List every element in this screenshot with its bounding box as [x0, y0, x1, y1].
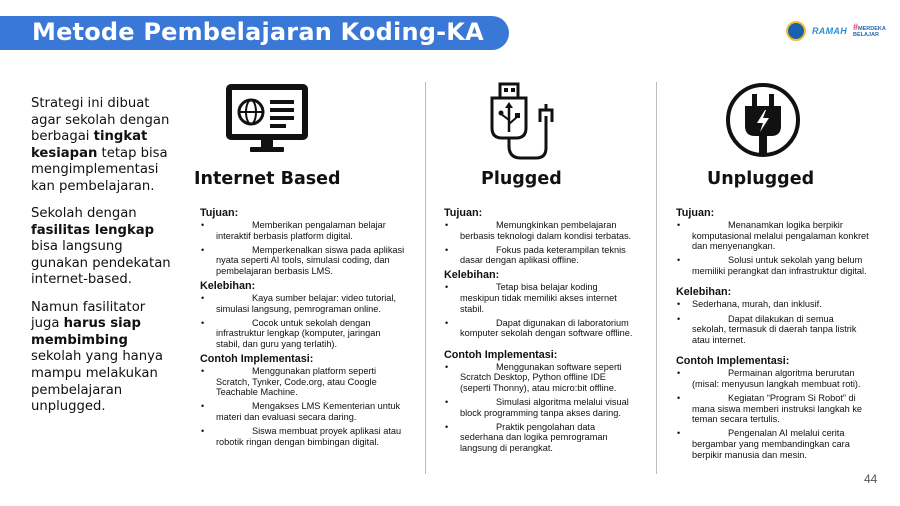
- slide-title: Metode Pembelajaran Koding-KA: [32, 18, 484, 46]
- section-title: Kelebihan:: [444, 269, 500, 282]
- section-title: Tujuan:: [200, 207, 239, 219]
- section-title: Tujuan:: [444, 207, 483, 219]
- unplugged-plug-icon: [725, 82, 801, 158]
- list-item: • Siswa membuat proyek aplikasi atau robotik ringan dengan bimbingan digital.: [200, 426, 405, 447]
- column-internet-based: [200, 205, 405, 451]
- intro-paragraph-3: Namun fasilitator juga harus siap membimbing sekolah yang hanya mampu melakukan pembelajaran unplugged.: [31, 299, 164, 415]
- column-divider: [656, 82, 657, 474]
- list-item: • Tetap bisa belajar koding meskipun tidak memiliki akses internet stabil.: [444, 282, 638, 314]
- intro-text: [31, 96, 171, 426]
- section-title: Contoh Implementasi:: [444, 348, 558, 361]
- section-title: Kelebihan:: [676, 286, 732, 299]
- list-item: • Pengenalan AI melalui cerita bergambar yang membandingkan cara berpikir manusia dan mesin.: [676, 428, 870, 460]
- list-item: • Memungkinkan pembelajaran berbasis teknologi dalam kondisi terbatas.: [444, 220, 638, 241]
- logo-group: [786, 20, 889, 42]
- kemendikbud-emblem-icon: [786, 21, 806, 41]
- ramah-logo: RAMAH: [812, 26, 847, 36]
- column-heading-unplugged: Unplugged: [707, 169, 815, 189]
- list-item: • Dapat digunakan di laboratorium komputer sekolah dengan software offline.: [444, 318, 638, 339]
- list-item: • Mengakses LMS Kementerian untuk materi dan evaluasi secara daring.: [200, 401, 405, 422]
- section-title: Contoh Implementasi:: [676, 355, 790, 368]
- page-number: 44: [864, 472, 878, 486]
- list-item: • Kegiatan “Program Si Robot” di mana siswa memberi instruksi langkah ke teman secara tertulis.: [676, 393, 870, 425]
- column-heading-plugged: Plugged: [481, 169, 562, 189]
- list-item: • Cocok untuk sekolah dengan infrastruktur lengkap (komputer, jaringan stabil, dan guru yang terlatih).: [200, 318, 405, 350]
- list-item: • Menanamkan logika berpikir komputasional melalui pengalaman konkret dan menyenangkan.: [676, 220, 870, 252]
- list-item: • Permainan algoritma berurutan (misal: menyusun langkah membuat roti).: [676, 368, 870, 389]
- merdeka-belajar-logo: #MERDEKA BELAJAR: [853, 22, 886, 38]
- section-title: Kelebihan:: [200, 279, 256, 292]
- column-divider: [425, 82, 426, 474]
- title-bar: [0, 16, 509, 50]
- list-item: • Solusi untuk sekolah yang belum memiliki perangkat dan infrastruktur digital.: [676, 255, 870, 276]
- intro-paragraph-2: Sekolah dengan fasilitas lengkap bisa langsung gunakan pendekatan internet-based.: [31, 206, 171, 288]
- list-item: • Kaya sumber belajar: video tutorial, simulasi langsung, pemrograman online.: [200, 293, 405, 314]
- column-heading-internet-based: Internet Based: [194, 169, 341, 189]
- list-item: • Praktik pengolahan data sederhana dan logika pemrograman langsung di perangkat.: [444, 422, 638, 454]
- intro-paragraph-1: Strategi ini dibuat agar sekolah dengan berbagai tingkat kesiapan tetap bisa mengimplementasi kan pembelajaran.: [31, 96, 170, 194]
- computer-monitor-icon: [224, 82, 310, 154]
- list-item: • Simulasi algoritma melalui visual block programming tanpa akses daring.: [444, 397, 638, 418]
- list-item: • Dapat dilakukan di semua sekolah, termasuk di daerah tanpa listrik atau internet.: [676, 314, 870, 346]
- column-unplugged: [676, 205, 870, 464]
- list-item: • Memberikan pengalaman belajar interaktif berbasis platform digital.: [200, 220, 405, 241]
- list-item: • Memperkenalkan siswa pada aplikasi nyata seperti AI tools, simulasi coding, dan pembelajaran berbasis LMS.: [200, 245, 405, 277]
- usb-cable-icon: [488, 82, 560, 162]
- column-plugged: [444, 205, 638, 457]
- section-title: Contoh Implementasi:: [200, 352, 314, 365]
- list-item: • Menggunakan platform seperti Scratch, Tynker, Code.org, atau Coogle Teachable Machine.: [200, 366, 405, 398]
- section-title: Tujuan:: [676, 207, 715, 219]
- list-item: • Sederhana, murah, dan inklusif.: [676, 299, 870, 310]
- list-item: • Menggunakan software seperti Scratch Desktop, Python offline IDE (seperti Thonny), atau micro:bit offline.: [444, 362, 638, 394]
- list-item: • Fokus pada keterampilan teknis dasar dengan aplikasi offline.: [444, 245, 638, 266]
